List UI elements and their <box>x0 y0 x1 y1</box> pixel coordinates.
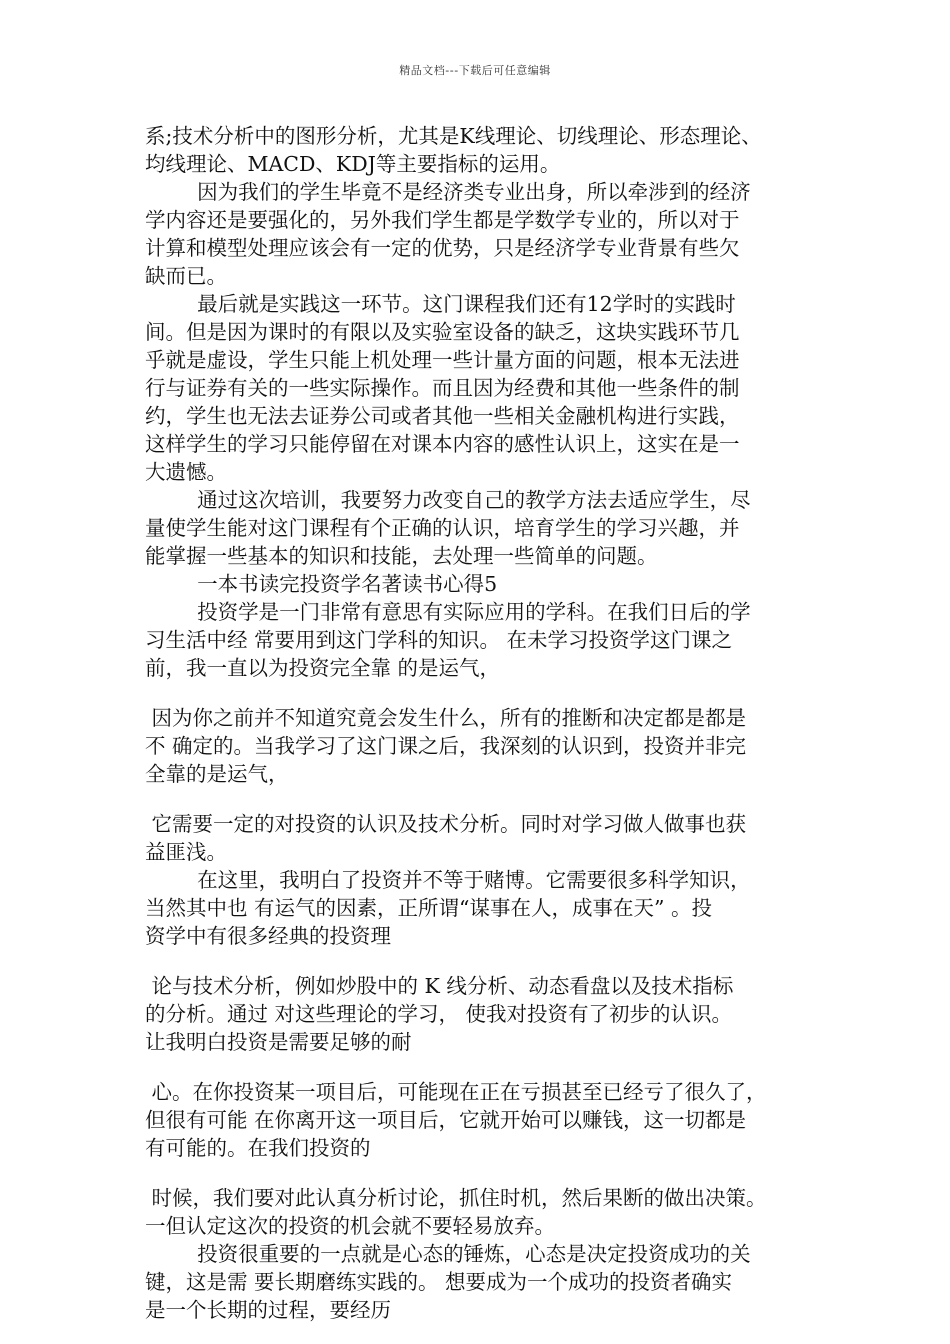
text-line: 前，我一直以为投资完全靠 的是运气， <box>145 656 501 680</box>
text-line: 缺而已。 <box>145 264 227 288</box>
text-line: 益匪浅。 <box>145 840 227 864</box>
text-line: 当然其中也 有运气的因素，正所谓“谋事在人，成事在天” 。投 <box>145 896 712 920</box>
text-line: 一但认定这次的投资的机会就不要轻易放弃。 <box>145 1214 555 1238</box>
page-header: 精品文档---下载后可任意编辑 <box>399 64 551 77</box>
text-line: 有可能的。在我们投资的 <box>145 1136 371 1160</box>
text-line: 最后就是实践这一环节。这门课程我们还有12学时的实践时 <box>145 292 736 316</box>
text-line: 量使学生能对这门课程有个正确的认识，培育学生的学习兴趣，并 <box>145 516 740 540</box>
text-line: 均线理论、MACD、KDJ等主要指标的运用。 <box>145 152 561 176</box>
text-line: 它需要一定的对投资的认识及技术分析。同时对学习做人做事也获 <box>145 812 747 836</box>
text-line: 因为我们的学生毕竟不是经济类专业出身，所以牵涉到的经济 <box>145 180 751 204</box>
text-line: 大遗憾。 <box>145 460 227 484</box>
text-line: 在这里，我明白了投资并不等于赌博。它需要很多科学知识， <box>145 868 751 892</box>
text-line: 不 确定的。当我学习了这门课之后，我深刻的认识到，投资并非完 <box>145 734 747 758</box>
text-line: 的分析。通过 对这些理论的学习， 使我对投资有了初步的认识。 <box>145 1002 733 1026</box>
text-line: 键，这是需 要长期磨练实践的。 想要成为一个成功的投资者确实 <box>145 1270 733 1294</box>
text-line: 全靠的是运气， <box>145 762 289 786</box>
text-line: 通过这次培训，我要努力改变自己的教学方法去适应学生，尽 <box>145 488 751 512</box>
text-line: 一本书读完投资学名著读书心得5 <box>145 572 498 596</box>
text-line: 间。但是因为课时的有限以及实验室设备的缺乏，这块实践环节几 <box>145 320 740 344</box>
text-line: 这样学生的学习只能停留在对课本内容的感性认识上，这实在是一 <box>145 432 740 456</box>
text-line: 心。在你投资某一项目后，可能现在正在亏损甚至已经亏了很久了， <box>145 1080 767 1104</box>
text-line: 能掌握一些基本的知识和技能，去处理一些简单的问题。 <box>145 544 658 568</box>
text-line: 计算和模型处理应该会有一定的优势，只是经济学专业背景有些欠 <box>145 236 740 260</box>
text-line: 投资学是一门非常有意思有实际应用的学科。在我们日后的学 <box>145 600 751 624</box>
document-body <box>145 122 845 1324</box>
text-line: 学内容还是要强化的，另外我们学生都是学数学专业的，所以对于 <box>145 208 740 232</box>
text-line: 因为你之前并不知道究竟会发生什么，所有的推断和决定都是都是 <box>145 706 747 730</box>
text-line: 乎就是虚设，学生只能上机处理一些计量方面的问题，根本无法进 <box>145 348 740 372</box>
text-line: 但很有可能 在你离开这一项目后，它就开始可以赚钱，这一切都是 <box>145 1108 747 1132</box>
text-line: 投资很重要的一点就是心态的锤炼，心态是决定投资成功的关 <box>145 1242 751 1266</box>
paragraph-gap <box>145 682 845 704</box>
paragraph-gap <box>145 950 845 972</box>
paragraph-gap <box>145 1056 845 1078</box>
text-line: 是一个长期的过程，要经历 <box>145 1298 391 1322</box>
text-line: 资学中有很多经典的投资理 <box>145 924 391 948</box>
paragraph-gap <box>145 1162 845 1184</box>
paragraph-gap <box>145 788 845 810</box>
text-line: 让我明白投资是需要足够的耐 <box>145 1030 412 1054</box>
text-line: 习生活中经 常要用到这门学科的知识。 在未学习投资学这门课之 <box>145 628 733 652</box>
text-line: 系;技术分析中的图形分析，尤其是K线理论、切线理论、形态理论、 <box>145 124 762 148</box>
text-line: 时候，我们要对此认真分析讨论，抓住时机，然后果断的做出决策。 <box>145 1186 767 1210</box>
text-line: 约，学生也无法去证券公司或者其他一些相关金融机构进行实践， <box>145 404 740 428</box>
text-line: 论与技术分析，例如炒股中的 K 线分析、动态看盘以及技术指标 <box>145 974 734 998</box>
text-line: 行与证券有关的一些实际操作。而且因为经费和其他一些条件的制 <box>145 376 740 400</box>
